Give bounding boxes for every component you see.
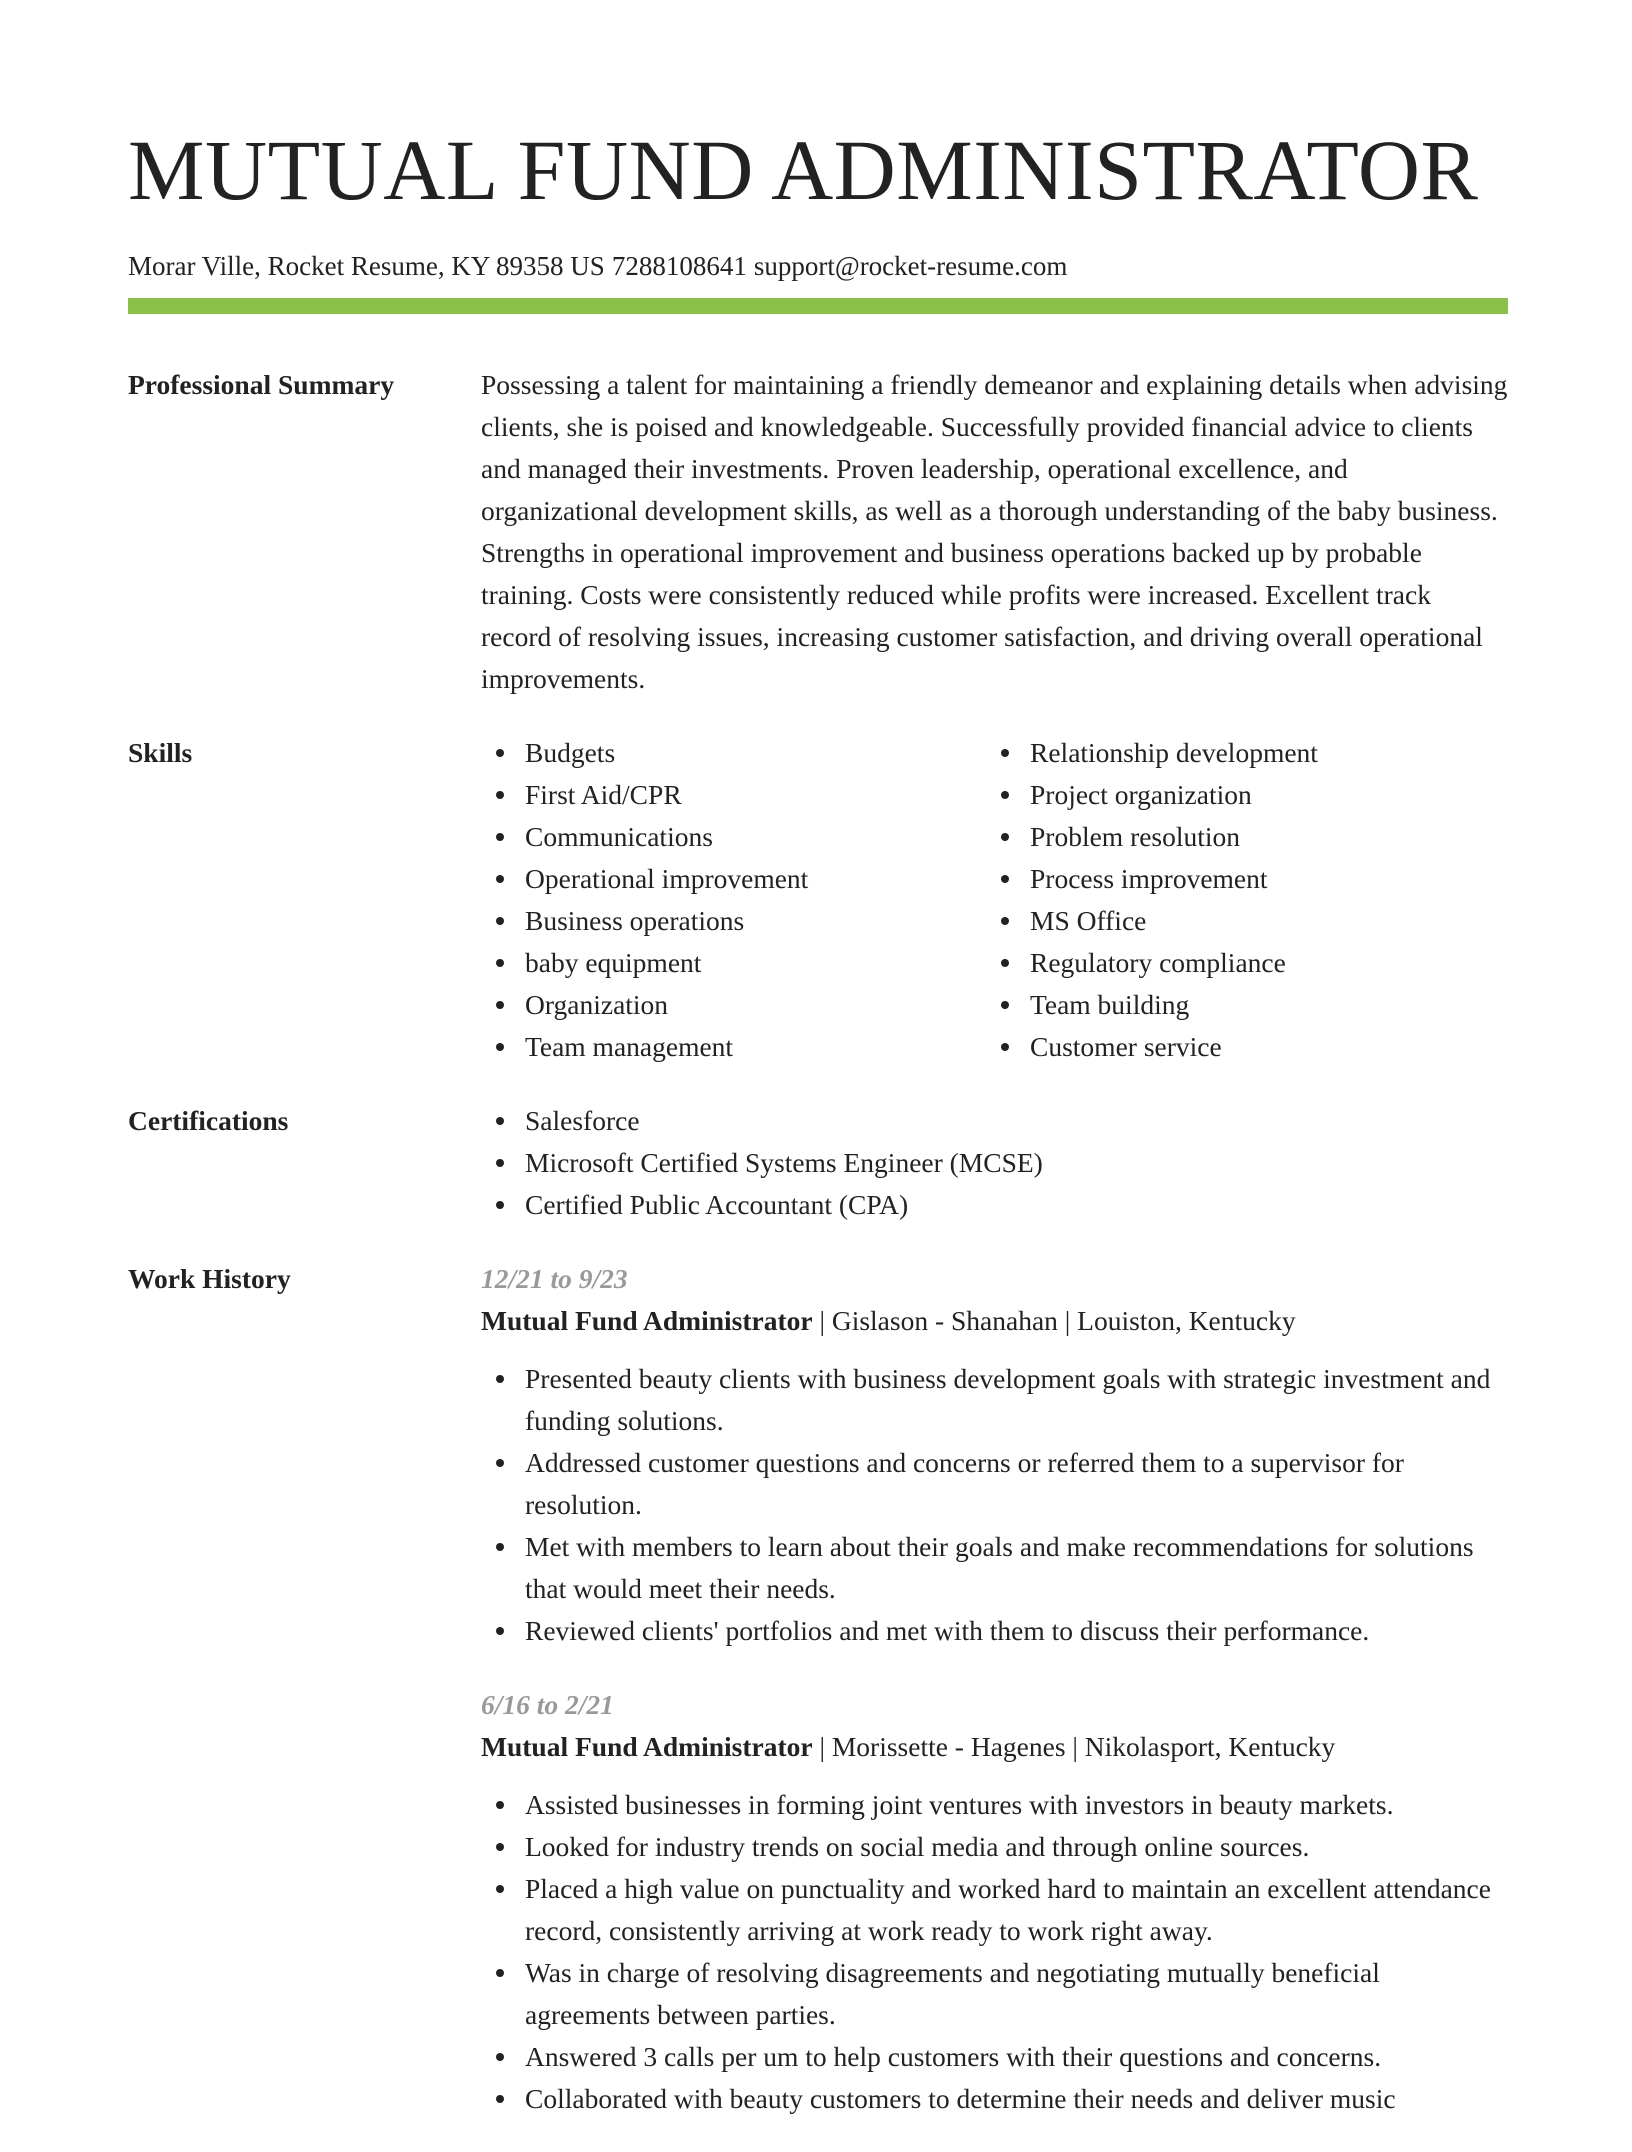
skill-item: Organization: [481, 984, 986, 1026]
certification-item: Certified Public Accountant (CPA): [481, 1184, 1508, 1226]
header-divider: [128, 298, 1508, 314]
job-entry: [481, 1684, 1508, 2120]
skill-item: Problem resolution: [986, 816, 1491, 858]
certification-item: Microsoft Certified Systems Engineer (MCSE): [481, 1142, 1508, 1184]
job-bullet: Was in charge of resolving disagreements and negotiating mutually beneficial agreements between parties.: [481, 1952, 1508, 2036]
section-title-summary: Professional Summary: [128, 369, 395, 400]
skill-item: Communications: [481, 816, 986, 858]
job-bullet: Addressed customer questions and concerns or referred them to a supervisor for resolution.: [481, 1442, 1508, 1526]
skills-section: [128, 732, 1508, 1068]
job-employer-location: | Gislason - Shanahan | Louiston, Kentucky: [812, 1305, 1296, 1336]
job-bullet: Presented beauty clients with business development goals with strategic investment and funding solutions.: [481, 1358, 1508, 1442]
job-entry: [481, 1258, 1508, 1652]
section-title-certifications: Certifications: [128, 1105, 289, 1136]
resume-page: [128, 0, 1508, 2152]
skill-item: First Aid/CPR: [481, 774, 986, 816]
job-bullets: [481, 1784, 1508, 2120]
job-header: [481, 1726, 1508, 1768]
work-history-section: [128, 1258, 1508, 2152]
skill-item: Team management: [481, 1026, 986, 1068]
skill-item: Team building: [986, 984, 1491, 1026]
certifications-section: [128, 1100, 1508, 1226]
skill-item: Budgets: [481, 732, 986, 774]
skills-list-left: [481, 732, 986, 1068]
summary-body: [481, 364, 1508, 700]
skills-list-right: [986, 732, 1491, 1068]
resume-name-heading: MUTUAL FUND ADMINISTRATOR: [128, 122, 1479, 218]
skill-item: MS Office: [986, 900, 1491, 942]
contact-line: [128, 248, 1508, 284]
skill-item: Relationship development: [986, 732, 1491, 774]
summary-section: [128, 364, 1508, 700]
certifications-body: [481, 1100, 1508, 1226]
certification-item: Salesforce: [481, 1100, 1508, 1142]
summary-text: Possessing a talent for maintaining a friendly demeanor and explaining details when advising clients, she is poised and knowledgeable. Successfully provided financial advice to clients and managed their investments. Proven leadership, operational excellence, and organizational development skills, as well as a thorough understanding of the baby business. Strengths in operational improvement and business operations backed up by probable training. Costs were consistently reduced while profits were increased. Excellent track record of resolving issues, increasing customer satisfaction, and driving overall operational improvements.: [481, 369, 1508, 694]
job-dates: 12/21 to 9/23: [481, 1263, 628, 1294]
job-employer-location: | Morissette - Hagenes | Nikolasport, Kentucky: [812, 1731, 1336, 1762]
section-title-skills: Skills: [128, 737, 193, 768]
skill-item: Project organization: [986, 774, 1491, 816]
contact-email: support@rocket-resume.com: [753, 251, 1068, 281]
job-bullets: [481, 1358, 1508, 1652]
skill-item: Customer service: [986, 1026, 1491, 1068]
job-title: Mutual Fund Administrator: [481, 1731, 813, 1762]
certifications-list: [481, 1100, 1508, 1226]
skills-body: [481, 732, 1508, 1068]
job-bullet: Placed a high value on punctuality and worked hard to maintain an excellent attendance record, consistently arriving at work ready to work right away.: [481, 1868, 1508, 1952]
skill-item: Regulatory compliance: [986, 942, 1491, 984]
job-bullet: Collaborated with beauty customers to determine their needs and deliver music: [481, 2078, 1508, 2120]
job-bullet: Met with members to learn about their goals and make recommendations for solutions that would meet their needs.: [481, 1526, 1508, 1610]
job-bullet: Answered 3 calls per um to help customers with their questions and concerns.: [481, 2036, 1508, 2078]
skill-item: Operational improvement: [481, 858, 986, 900]
contact-phone: 7288108641: [611, 251, 747, 281]
work-history-body: [481, 1258, 1508, 2152]
job-header: [481, 1300, 1508, 1342]
skill-item: baby equipment: [481, 942, 986, 984]
contact-address: Morar Ville, Rocket Resume, KY 89358 US: [128, 251, 605, 281]
job-dates: 6/16 to 2/21: [481, 1689, 614, 1720]
skill-item: Process improvement: [986, 858, 1491, 900]
job-bullet: Looked for industry trends on social media and through online sources.: [481, 1826, 1508, 1868]
job-bullet: Assisted businesses in forming joint ventures with investors in beauty markets.: [481, 1784, 1508, 1826]
job-title: Mutual Fund Administrator: [481, 1305, 813, 1336]
skill-item: Business operations: [481, 900, 986, 942]
job-bullet: Reviewed clients' portfolios and met with them to discuss their performance.: [481, 1610, 1508, 1652]
section-title-work-history: Work History: [128, 1263, 291, 1294]
